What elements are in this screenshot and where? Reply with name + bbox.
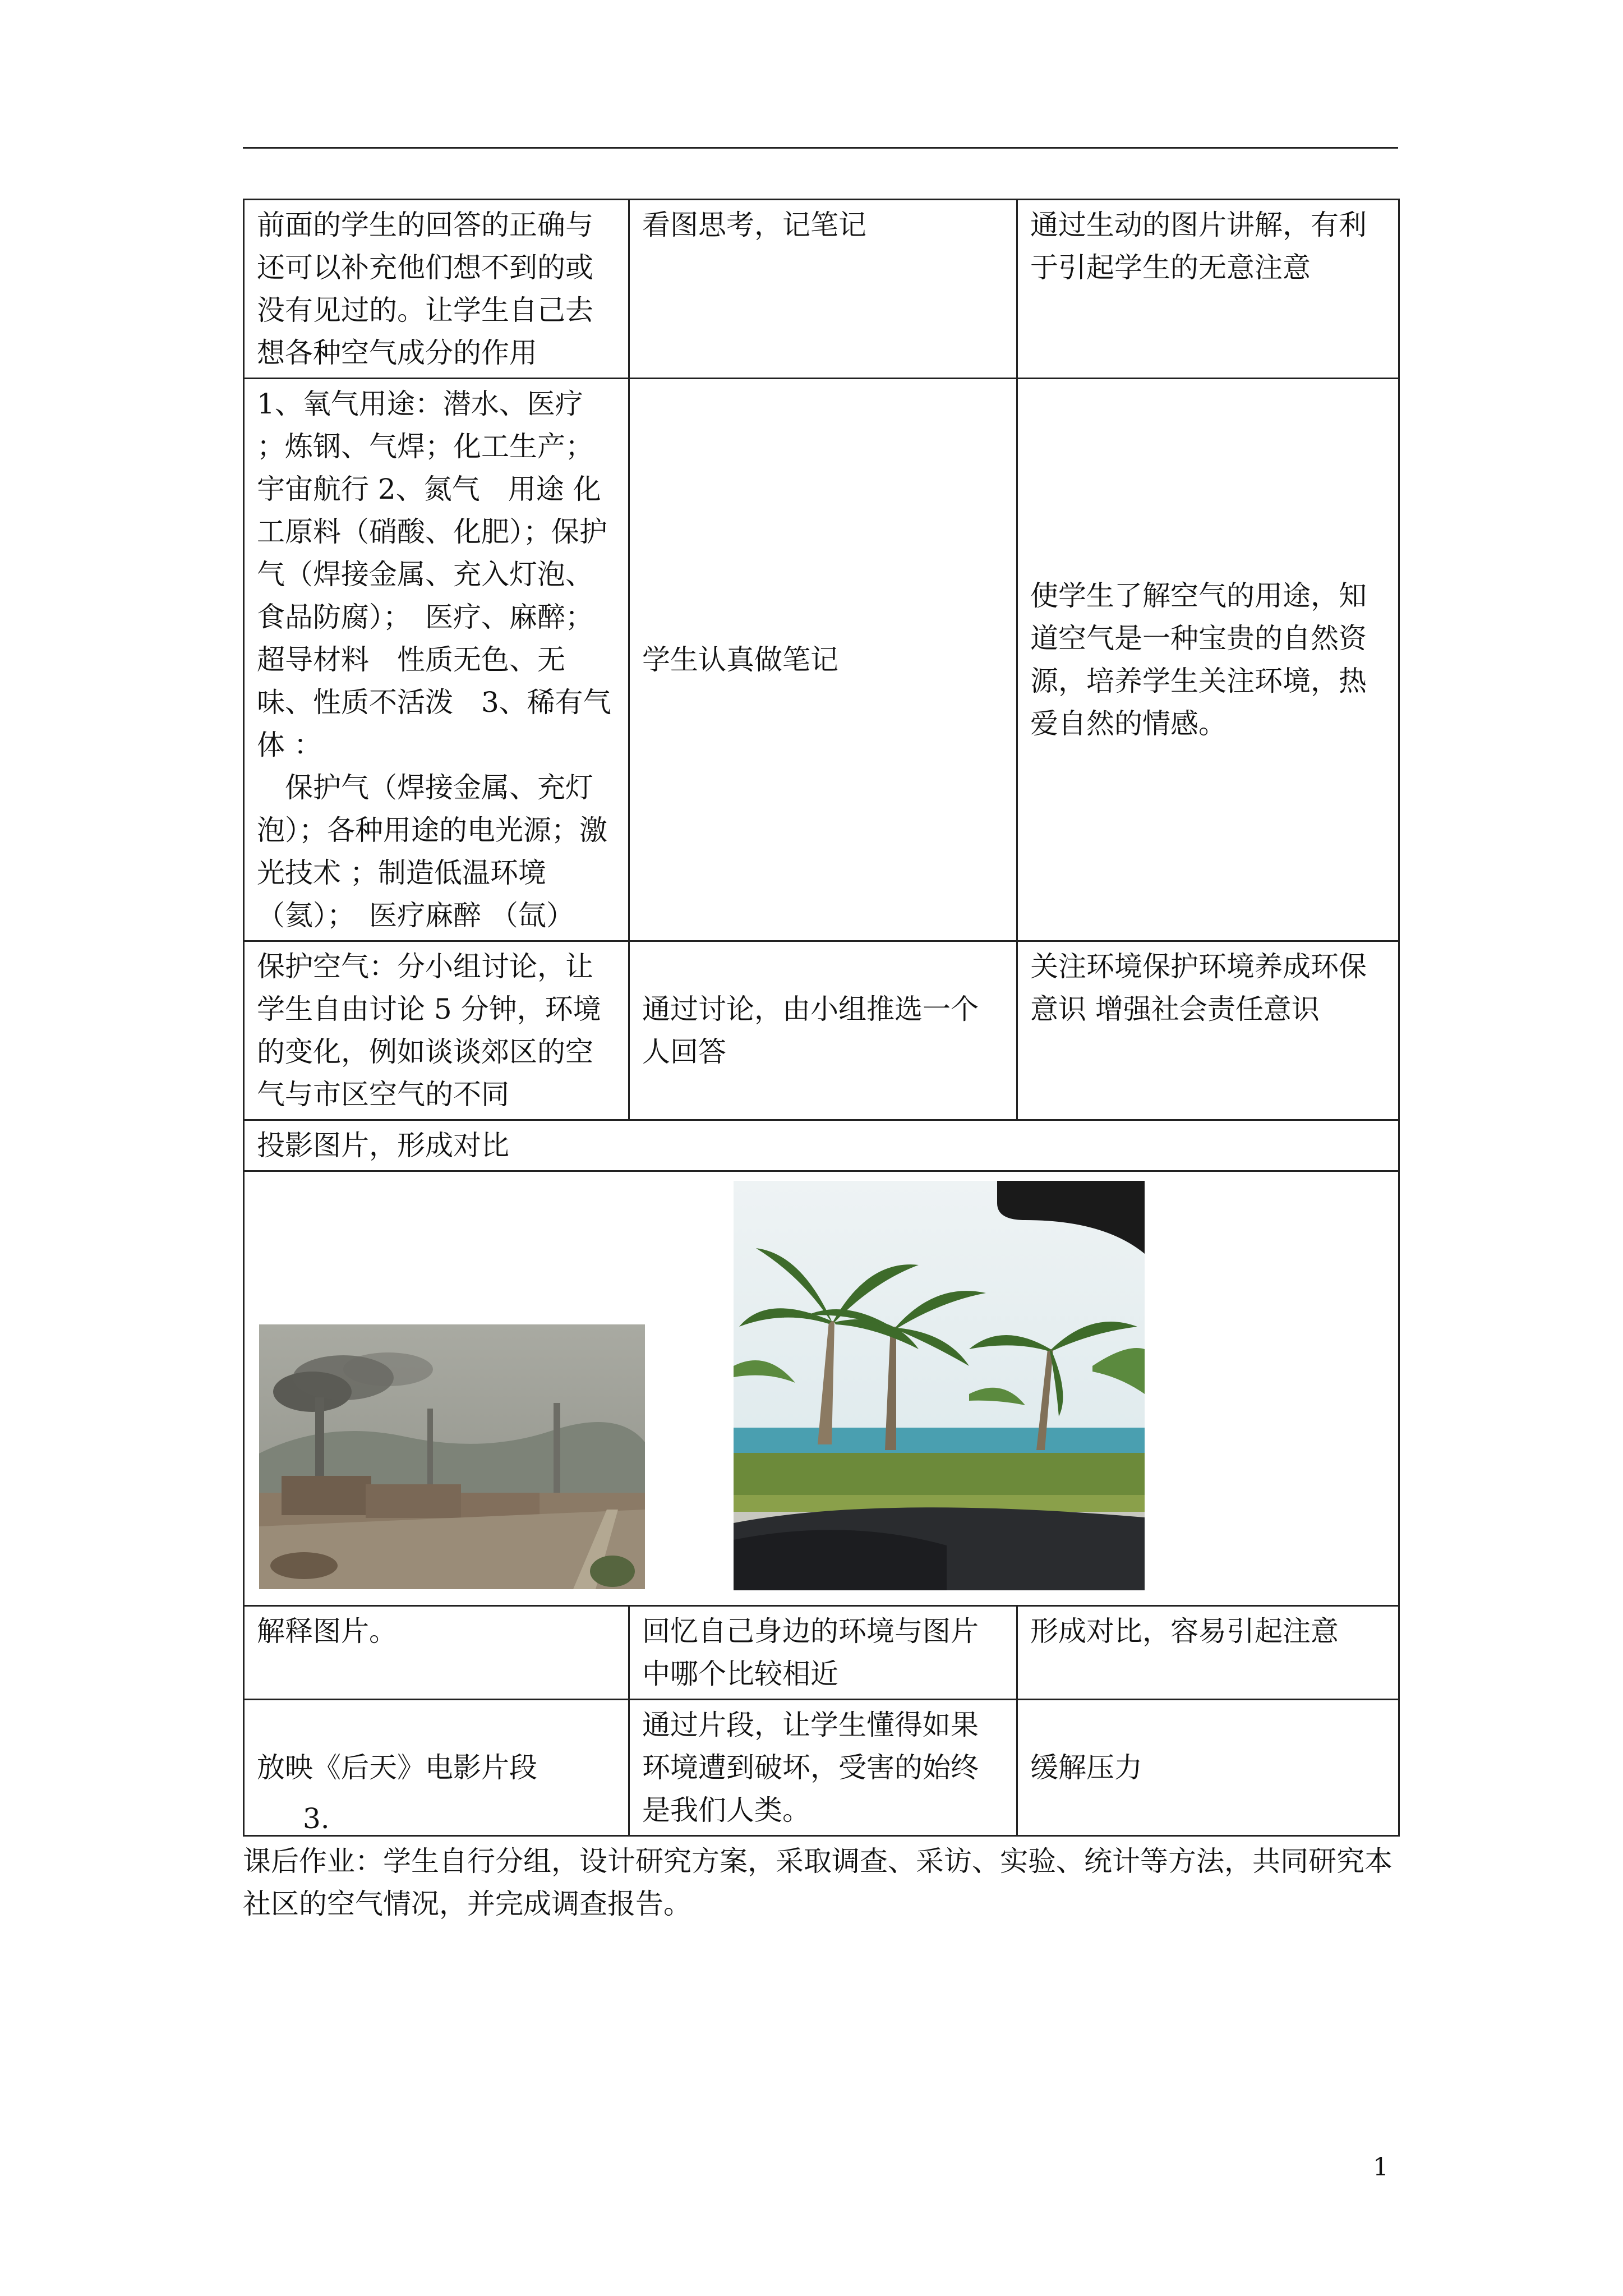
student-activity-cell: 通过片段，让学生懂得如果环境遭到破坏，受害的始终是我们人类。 bbox=[629, 1700, 1017, 1836]
design-intent-cell: 使学生了解空气的用途，知道空气是一种宝贵的自然资源，培养学生关注环境，热爱自然的情感。 bbox=[1017, 379, 1399, 941]
image-cell bbox=[244, 1171, 1399, 1606]
student-activity-cell: 看图思考，记笔记 bbox=[629, 200, 1017, 379]
design-intent-cell: 缓解压力 bbox=[1017, 1700, 1399, 1836]
student-activity-cell: 回忆自己身边的环境与图片中哪个比较相近 bbox=[629, 1606, 1017, 1700]
table-row bbox=[244, 1120, 1399, 1171]
table-row bbox=[244, 1700, 1399, 1836]
student-activity-cell: 学生认真做笔记 bbox=[629, 379, 1017, 941]
header-rule bbox=[243, 147, 1398, 149]
table-row bbox=[244, 1606, 1399, 1700]
section-number: 3. bbox=[303, 1802, 330, 1835]
teacher-activity-cell: 保护空气：分小组讨论，让学生自由讨论 5 分钟，环境的变化，例如谈谈郊区的空气与市区空气的不同 bbox=[244, 941, 629, 1120]
table-row bbox=[244, 379, 1399, 941]
student-activity-cell: 通过讨论，由小组推选一个人回答 bbox=[629, 941, 1017, 1120]
teacher-activity-cell: 1、氧气用途：潜水、医疗 ；炼钢、气焊；化工生产；宇宙航行 2、氮气 用途 化工原料（硝酸、化肥）；保护气（焊接金属、充入灯泡、食品防腐）； 医疗、麻醉； 超导材料 性质无色、无味、性质不活泼 3、稀有气体 ： 保护气（焊接金属、充灯泡）；各种用途的电光源；激光技术 ；制造低温环境（氦）； 医疗麻醉 （氙） bbox=[244, 379, 629, 941]
table-row bbox=[244, 200, 1399, 379]
teacher-activity-cell: 前面的学生的回答的正确与还可以补充他们想不到的或没有见过的。让学生自己去想各种空气成分的作用 bbox=[244, 200, 629, 379]
table-row bbox=[244, 941, 1399, 1120]
design-intent-cell: 关注环境保护环境养成环保意识 增强社会责任意识 bbox=[1017, 941, 1399, 1120]
teacher-activity-cell: 放映《后天》电影片段 bbox=[244, 1700, 629, 1836]
design-intent-cell: 通过生动的图片讲解，有利于引起学生的无意注意 bbox=[1017, 200, 1399, 379]
teacher-activity-cell: 解释图片。 bbox=[244, 1606, 629, 1700]
page-number: 1 bbox=[1373, 2153, 1389, 2182]
image-row bbox=[244, 1171, 1399, 1606]
projection-label: 投影图片，形成对比 bbox=[244, 1120, 1399, 1171]
design-intent-cell: 形成对比，容易引起注意 bbox=[1017, 1606, 1399, 1700]
polluted-factory-photo bbox=[259, 1324, 645, 1589]
palm-beach-photo bbox=[734, 1181, 1145, 1590]
homework-paragraph: 课后作业：学生自行分组，设计研究方案，采取调查、采访、实验、统计等方法，共同研究本社区的空气情况，并完成调查报告。 bbox=[243, 1845, 1393, 1920]
lesson-table bbox=[243, 199, 1400, 1837]
